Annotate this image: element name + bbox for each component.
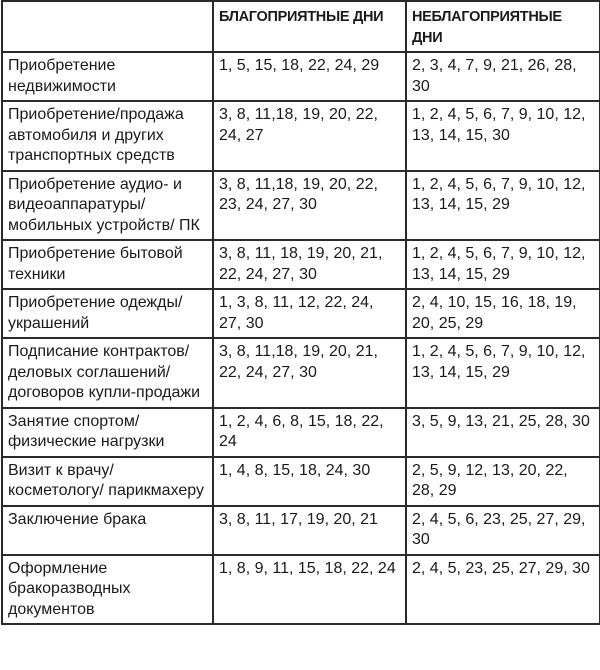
unfavorable-cell: 2, 4, 5, 6, 23, 25, 27, 29, 30 (406, 506, 600, 555)
favorable-cell: 3, 8, 11,18, 19, 20, 22, 23, 24, 27, 30 (213, 171, 406, 241)
table-row (2, 408, 600, 457)
activity-cell: Оформление бракоразводных документов (2, 555, 213, 625)
favorable-cell: 1, 8, 9, 11, 15, 18, 22, 24 (213, 555, 406, 625)
favorable-cell: 3, 8, 11, 17, 19, 20, 21 (213, 506, 406, 555)
activity-cell: Приобретение бытовой техники (2, 240, 213, 289)
activity-cell: Занятие спортом/ физические нагрузки (2, 408, 213, 457)
table-row (2, 457, 600, 506)
table-row (2, 52, 600, 101)
unfavorable-cell: 1, 2, 4, 5, 6, 7, 9, 10, 12, 13, 14, 15, 29 (406, 240, 600, 289)
table-row (2, 506, 600, 555)
favorable-cell: 3, 8, 11, 18, 19, 20, 21, 22, 24, 27, 30 (213, 240, 406, 289)
unfavorable-cell: 2, 4, 5, 23, 25, 27, 29, 30 (406, 555, 600, 625)
favorable-cell: 1, 5, 15, 18, 22, 24, 29 (213, 52, 406, 101)
activity-cell: Приобретение аудио- и видеоаппаратуры/ мобильных устройств/ ПК (2, 171, 213, 241)
activity-cell: Приобретение недвижимости (2, 52, 213, 101)
header-favorable-days: БЛАГОПРИЯТНЫЕ ДНИ (213, 1, 406, 52)
favorable-days-table (1, 0, 600, 625)
favorable-cell: 1, 3, 8, 11, 12, 22, 24, 27, 30 (213, 289, 406, 338)
favorable-cell: 1, 2, 4, 6, 8, 15, 18, 22, 24 (213, 408, 406, 457)
activity-cell: Приобретение/продажа автомобиля и других транспортных средств (2, 101, 213, 171)
unfavorable-cell: 1, 2, 4, 5, 6, 7, 9, 10, 12, 13, 14, 15, 30 (406, 101, 600, 171)
activity-cell: Визит к врачу/ косметологу/ парикмахеру (2, 457, 213, 506)
header-unfavorable-days: НЕБЛАГОПРИЯТНЫЕ ДНИ (406, 1, 600, 52)
table-row (2, 240, 600, 289)
table-row (2, 289, 600, 338)
unfavorable-cell: 2, 5, 9, 12, 13, 20, 22, 28, 29 (406, 457, 600, 506)
activity-cell: Приобретение одежды/украшений (2, 289, 213, 338)
header-activity (2, 1, 213, 52)
activity-cell: Заключение брака (2, 506, 213, 555)
unfavorable-cell: 3, 5, 9, 13, 21, 25, 28, 30 (406, 408, 600, 457)
header-row (2, 1, 600, 52)
table-row (2, 338, 600, 408)
unfavorable-cell: 2, 4, 10, 15, 16, 18, 19, 20, 25, 29 (406, 289, 600, 338)
favorable-cell: 3, 8, 11,18, 19, 20, 22, 24, 27 (213, 101, 406, 171)
table-row (2, 171, 600, 241)
favorable-cell: 1, 4, 8, 15, 18, 24, 30 (213, 457, 406, 506)
activity-cell: Подписание контрактов/деловых соглашений/договоров купли-продажи (2, 338, 213, 408)
unfavorable-cell: 2, 3, 4, 7, 9, 21, 26, 28, 30 (406, 52, 600, 101)
favorable-cell: 3, 8, 11,18, 19, 20, 21, 22, 24, 27, 30 (213, 338, 406, 408)
table-row (2, 555, 600, 625)
unfavorable-cell: 1, 2, 4, 5, 6, 7, 9, 10, 12, 13, 14, 15, 29 (406, 171, 600, 241)
table-row (2, 101, 600, 171)
unfavorable-cell: 1, 2, 4, 5, 6, 7, 9, 10, 12, 13, 14, 15, 29 (406, 338, 600, 408)
